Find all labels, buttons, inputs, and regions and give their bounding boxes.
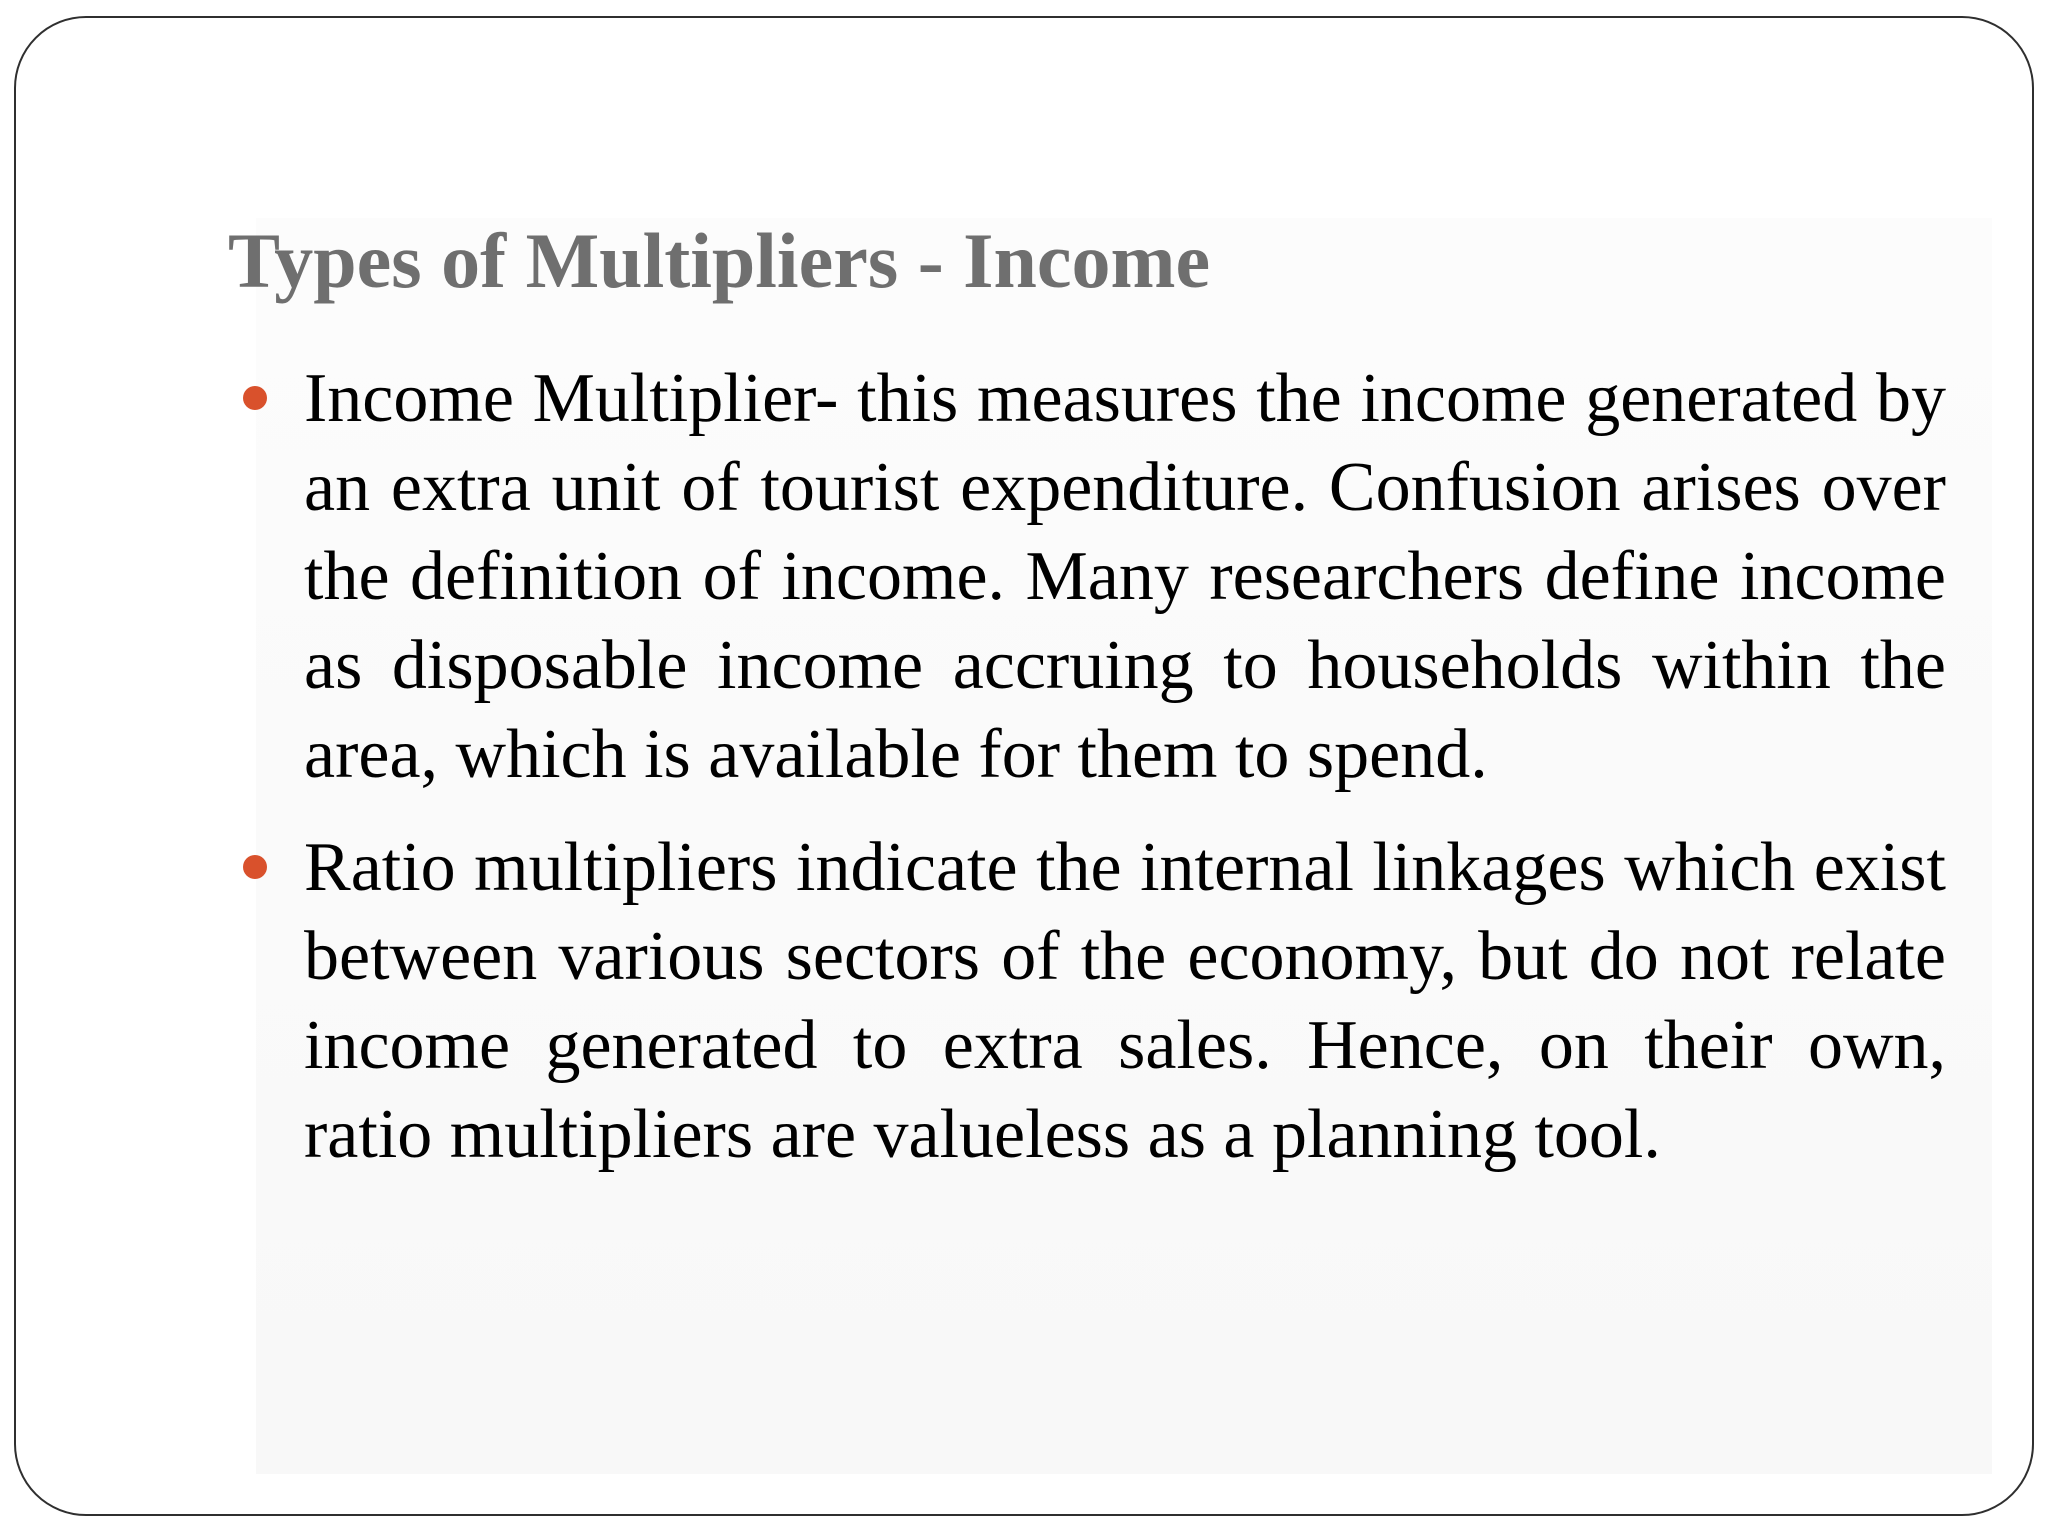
bullet-list (228, 354, 1946, 1203)
bullet-item-ratio-multipliers (228, 823, 1946, 1179)
slide-title: Types of Multipliers - Income (228, 217, 1211, 304)
bullet-circle-icon (243, 855, 267, 879)
bullet-circle-icon (243, 386, 267, 410)
bullet-text: Income Multiplier- this measures the income generated by an extra unit of tourist expenditure. Confusion arises over the definition of income. Many researchers define income as disposable income accruing to households within the area, which is available for them to spend. (304, 360, 1946, 793)
bullet-item-income-multiplier (228, 354, 1946, 799)
slide-frame (14, 16, 2034, 1516)
bullet-text: Ratio multipliers indicate the internal linkages which exist between various sectors of the economy, but do not relate income generated to extra sales. Hence, on their own, ratio multipliers are valueless as a planning tool. (304, 829, 1946, 1173)
